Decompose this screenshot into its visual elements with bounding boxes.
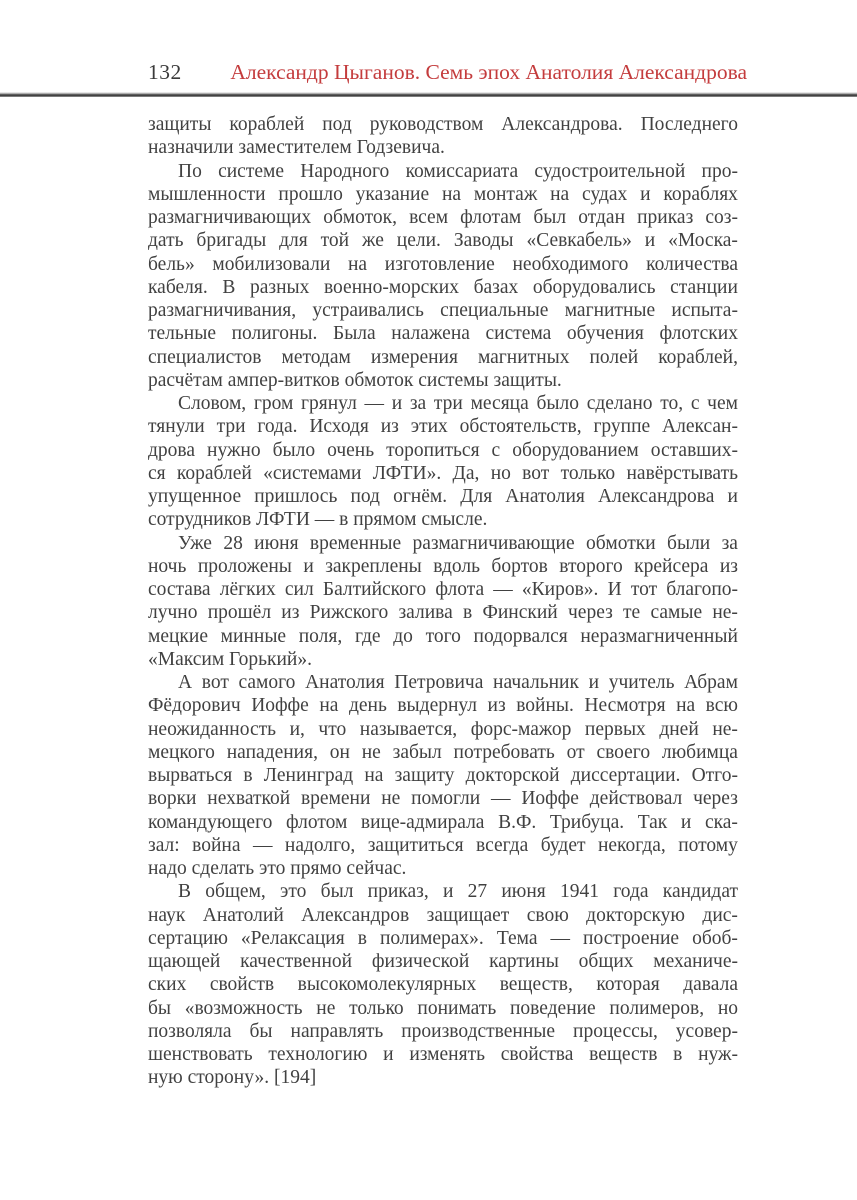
text-line: Уже 28 июня временные размагничивающие обмотки были за — [178, 532, 738, 554]
text-line: размагничивания, устраивались специальные магнитные испыта- — [148, 300, 738, 321]
text-line: кабеля. В разных военно-морских базах оборудовались станции — [148, 276, 738, 298]
text-line: упущенное пришлось под огнём. Для Анатолия Александрова и — [148, 486, 738, 507]
text-line: бы «возможность не только понимать поведение полимеров, но — [148, 997, 738, 1019]
text-line: тянули три года. Исходя из этих обстоятельств, группе Алексан- — [148, 416, 738, 438]
text-line: дрова нужно было очень торопиться с оборудованием оставших- — [148, 439, 738, 461]
page-number: 132 — [148, 60, 182, 84]
text-line: ся кораблей «системами ЛФТИ». Да, но вот только навёрстывать — [148, 462, 738, 484]
page-header — [148, 60, 747, 85]
text-line: По системе Народного комиссариата судостроительной про- — [178, 160, 738, 182]
text-line: мышленности прошло указание на монтаж на судах и кораблях — [148, 183, 738, 205]
text-line: ночь проложены и закреплены вдоль бортов второго крейсера из — [148, 555, 738, 577]
running-head: Александр Цыганов. Семь эпох Анатолия Александрова — [230, 60, 747, 84]
text-line: «Максим Горький». — [148, 648, 312, 670]
text-line: вырваться в Ленинград на защиту докторской диссертации. Отго- — [148, 765, 738, 786]
text-line: командующего флотом вице-адмирала В.Ф. Трибуца. Так и ска- — [148, 811, 738, 833]
text-line: специалистов методам измерения магнитных полей кораблей, — [148, 346, 738, 368]
text-line: состава лёгких сил Балтийского флота — «Киров». И тот благопо- — [148, 579, 738, 600]
text-line: защиты кораблей под руководством Александрова. Последнего — [148, 114, 738, 135]
paragraph — [148, 532, 738, 672]
text-line: мецкие минные поля, где до того подорвался неразмагниченный — [148, 625, 738, 647]
text-line: бель» мобилизовали на изготовление необходимого количества — [148, 253, 738, 275]
text-line: тельные полигоны. Была налажена система обучения флотских — [148, 323, 738, 345]
text-line: А вот самого Анатолия Петровича начальник и учитель Абрам — [178, 672, 738, 693]
text-line: назначили заместителем Годзевича. — [148, 137, 445, 159]
header-rule — [0, 92, 857, 97]
text-line: ную сторону». [194] — [148, 1067, 317, 1089]
paragraph — [148, 671, 738, 880]
text-line: лучно прошёл из Рижского залива в Финский через те самые не- — [148, 602, 738, 624]
text-line: надо сделать это прямо сейчас. — [148, 858, 407, 879]
text-line: сотрудников ЛФТИ — в прямом смысле. — [148, 509, 488, 531]
text-line: наук Анатолий Александров защищает свою докторскую дис- — [148, 904, 738, 926]
text-line: ских свойств высокомолекулярных веществ, которая давала — [148, 974, 738, 996]
text-line: расчётам ампер-витков обмоток системы защиты. — [148, 369, 562, 391]
text-line: дать бригады для той же цели. Заводы «Севкабель» и «Моска- — [148, 230, 738, 252]
text-line: позволяла бы направлять производственные процессы, усовер- — [148, 1020, 738, 1042]
text-line: размагничивающих обмоток, всем флотам был отдан приказ соз- — [148, 207, 738, 228]
text-line: неожиданность и, что называется, форс-мажор первых дней не- — [148, 718, 738, 740]
text-line: ворки нехваткой времени не помогли — Иоффе действовал через — [148, 788, 738, 810]
text-line: мецкого нападения, он не забыл потребовать от своего любимца — [148, 741, 738, 763]
text-line: Словом, гром грянул — и за три месяца было сделано то, с чем — [178, 393, 738, 414]
paragraph — [148, 160, 738, 393]
paragraph — [148, 392, 738, 532]
text-line: сертацию «Релаксация в полимерах». Тема — построение обоб- — [148, 927, 738, 949]
text-line: В общем, это был приказ, и 27 июня 1941 года кандидат — [178, 881, 738, 903]
paragraph — [148, 880, 738, 1089]
body-text — [148, 113, 738, 1090]
text-line: щающей качественной физической картины общих механиче- — [148, 951, 738, 972]
text-line: Фёдорович Иоффе на день выдернул из войны. Несмотря на всю — [148, 695, 738, 717]
text-line: шенствовать технологию и изменять свойства веществ в нуж- — [148, 1044, 738, 1065]
paragraph — [148, 113, 738, 160]
text-line: зал: война — надолго, защититься всегда будет некогда, потому — [148, 834, 738, 856]
